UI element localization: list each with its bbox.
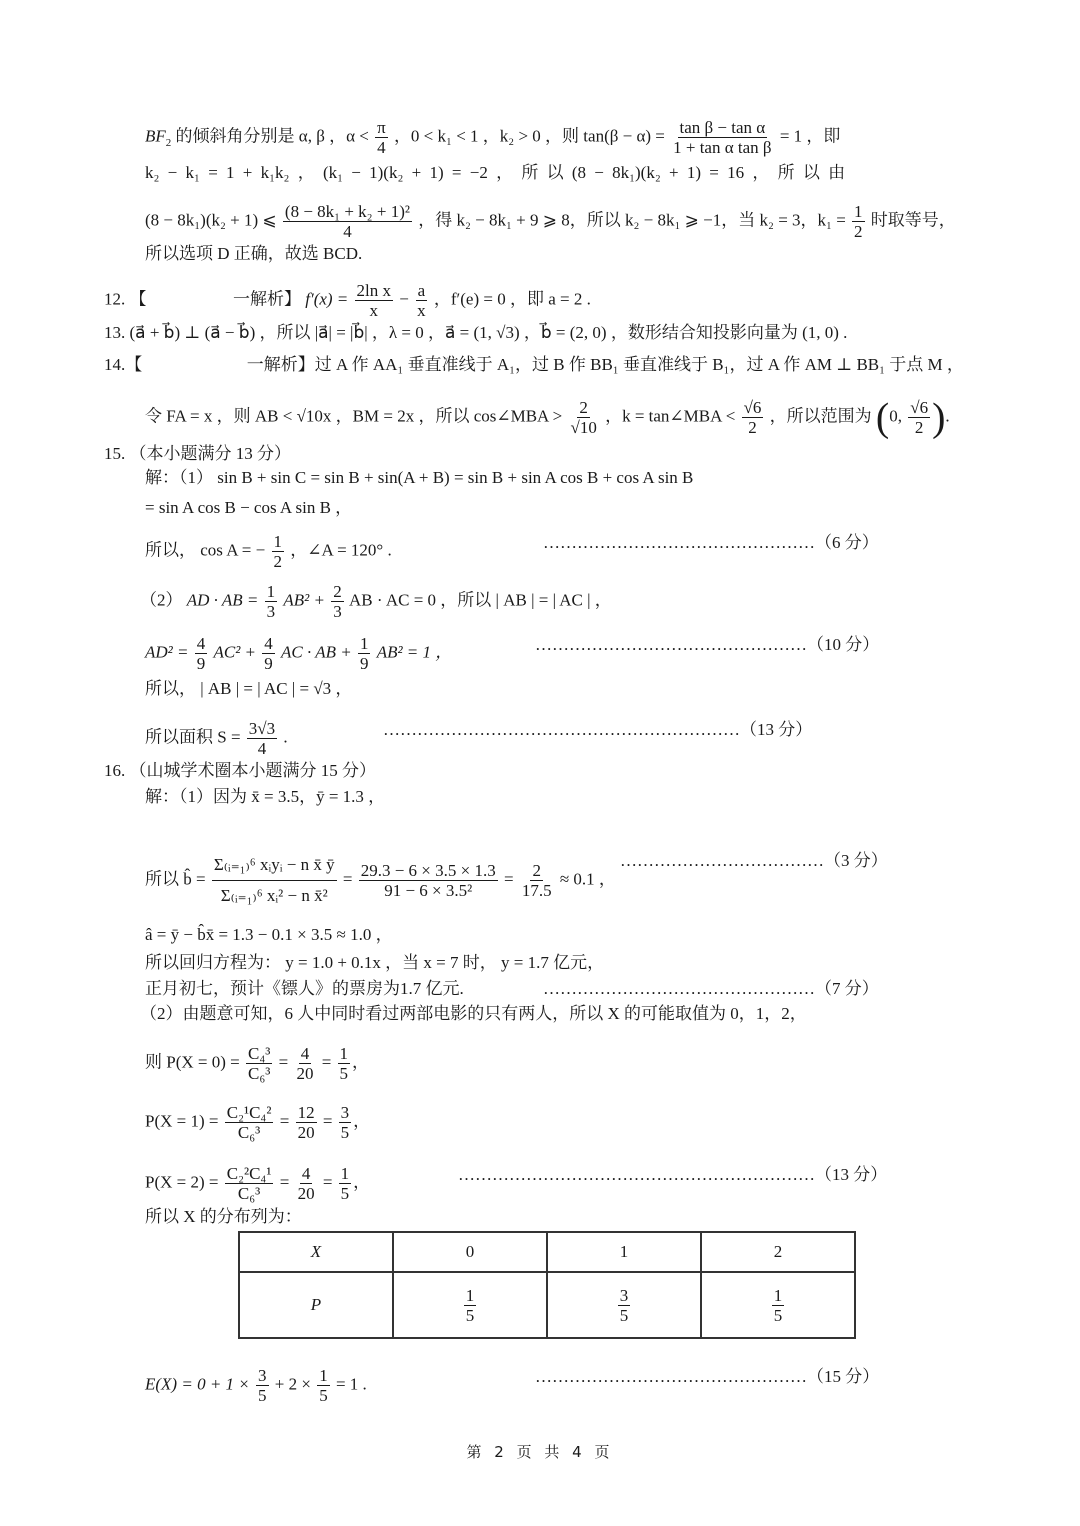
fraction-tan [671, 118, 773, 157]
frac-num: 1 [340, 1164, 350, 1183]
prob-frac [618, 1286, 631, 1325]
table-cell [239, 1232, 393, 1272]
q15-ab-ac: AB · AC = 0 ，所以 | AB | = | AC | ， [349, 590, 612, 610]
q16-score-3 [620, 850, 888, 872]
fraction-2-sqrt10 [568, 398, 598, 437]
q14-text: 过 A 作 AA₁ 垂直准线于 A₁，过 B 作 BB₁ 垂直准线于 B₁，过 A 作 AM ⊥ BB₁ 于点 M ， [314, 355, 964, 374]
comma: ， [353, 1172, 371, 1192]
frac-den: 20 [297, 1184, 315, 1203]
frac-den: 3 [266, 602, 276, 621]
q16-bhat-prefix: 所以 b̂ = [145, 869, 206, 889]
frac-den: 2 [748, 418, 757, 437]
frac-num: 4 [301, 1164, 311, 1183]
frac-num: 2 [333, 582, 342, 601]
q14-end: . [945, 406, 950, 426]
fraction-pi-4 [375, 118, 388, 157]
fraction-12-20 [296, 1103, 317, 1142]
frac-den: C₆³ [237, 1123, 261, 1142]
frac-den: 5 [319, 1386, 328, 1405]
leader-dots: ………………………………………… [543, 979, 815, 998]
frac-num: 1 [266, 582, 276, 601]
q14-line-2 [145, 394, 950, 440]
q15-p1-line-2: = sin A cos B − cos A sin B ， [145, 498, 353, 517]
frac-num: 1 [854, 202, 863, 221]
q12-line [104, 281, 591, 320]
q14-l2-b: ，k = tan∠MBA < [605, 406, 736, 426]
q16-px1-prefix: P(X = 1) = [145, 1111, 219, 1131]
fraction-1-2 [272, 532, 285, 571]
q16-ahat-line: â = ȳ − b̂x̄ = 1.3 − 0.1 × 3.5 ≈ 1.0 ， [145, 925, 393, 944]
frac-num: 12 [297, 1103, 315, 1122]
q11-line-1 [145, 118, 840, 157]
q16-score-7 [543, 978, 879, 1000]
q14-line-1 [104, 354, 964, 376]
q15-ab2-end: AB² = 1 ， [376, 642, 453, 662]
frac-num: √6 [743, 398, 762, 417]
frac-num: 1 [339, 1044, 349, 1063]
q12-bracket: 【 [129, 289, 147, 309]
frac-num: Σ₍ᵢ₌₁₎⁶ xᵢyᵢ − n x̄ ȳ [212, 850, 337, 881]
q14-range-left: 0, [889, 406, 902, 426]
frac-num: 1 [359, 634, 369, 653]
frac-num: 29.3 − 6 × 3.5 × 1.3 [360, 861, 496, 880]
frac-num: π [377, 118, 386, 137]
frac-num: 3 [340, 1103, 350, 1122]
table-cell [701, 1272, 855, 1338]
frac-num: 1 [319, 1366, 328, 1385]
frac-num: 3 [619, 1285, 629, 1305]
frac-den: Σ₍ᵢ₌₁₎⁶ xᵢ² − n x̄² [220, 886, 328, 905]
leader-dots: ……………………………………………………… [458, 1165, 815, 1184]
fraction-c43-c63 [246, 1044, 272, 1083]
frac-num: 3√3 [248, 719, 276, 738]
frac-den: 2 [273, 552, 282, 571]
frac-den: 5 [339, 1064, 349, 1083]
equals: = [278, 1052, 289, 1072]
score-label: （6 分） [815, 533, 879, 552]
q16-px2-prefix: P(X = 2) = [145, 1172, 219, 1192]
cell-0: 0 [465, 1242, 475, 1261]
table-row-header [239, 1232, 855, 1272]
frac-den: C₆³ [247, 1064, 271, 1083]
q11-bf: BF [145, 126, 166, 146]
fraction-4-20 [294, 1044, 315, 1083]
fraction-half [852, 202, 865, 241]
fraction-3-5-ex [256, 1366, 269, 1405]
frac-num: 1 [273, 532, 282, 551]
q15-ab2: AB² + [283, 590, 325, 610]
frac-den: 5 [340, 1184, 350, 1203]
equals: = [322, 1172, 333, 1192]
leader-dots: ………………………………………… [535, 635, 807, 654]
q15-header [104, 443, 291, 465]
fraction-numeric [359, 861, 498, 900]
frac-den: 4 [257, 739, 267, 758]
q15-score-6 [543, 532, 879, 554]
fraction-4-9b [262, 634, 275, 673]
q15-p1-line-1: 解：（1） sin B + sin C = sin B + sin(A + B) = sin B + sin A cos B + cos A sin B [145, 468, 694, 487]
prob-frac [464, 1286, 477, 1325]
q11-line-2: k₂ − k₁ = 1 + k₁k₂ ， (k₁ − 1)(k₂ + 1) = −2 ， 所 以 (8 − 8k₁)(k₂ + 1) = 16 ， 所 以 由 [145, 163, 846, 182]
frac-num: C₄³ [247, 1044, 271, 1063]
frac-num: 4 [300, 1044, 310, 1063]
fraction-1-9 [358, 634, 371, 673]
frac-den: 3 [333, 602, 342, 621]
q11-text: 的倾斜角分别是 α, β ，α < [175, 126, 369, 146]
q16-p1-line-1: 解：（1）因为 x̄ = 3.5，ȳ = 1.3 ， [145, 787, 386, 806]
frac-den: 5 [258, 1386, 267, 1405]
q15-p2-line-2 [145, 634, 452, 673]
fraction-3-5 [339, 1103, 352, 1142]
fraction-c21c42-c63 [225, 1103, 274, 1142]
q12-f-prime: f′(x) = [305, 289, 349, 309]
q15-score-13 [383, 719, 812, 741]
q16-header-text: （山城学术圈本小题满分 15 分） [129, 761, 376, 780]
q16-p2-line-1: （2）由题意可知，6 人中同时看过两部电影的只有两人，所以 X 的可能取值为 0，1，2， [140, 1004, 807, 1023]
fraction-square [283, 202, 412, 241]
q14-l2-c: ，所以范围为 [769, 406, 872, 426]
frac-num: tan β − tan α [679, 118, 766, 137]
q11-bf-sub: 2 [165, 136, 172, 149]
comma: ， [353, 1111, 371, 1131]
equals: = [279, 1111, 290, 1131]
leader-dots: ……………………………… [620, 851, 824, 870]
score-label: （7 分） [815, 979, 879, 998]
q15-area: 所以面积 S = [145, 727, 241, 747]
q11-line-3 [145, 202, 956, 241]
frac-num: 2 [579, 398, 588, 417]
q15-score-10 [535, 634, 879, 656]
frac-den: 20 [296, 1064, 314, 1083]
frac-num: 3 [258, 1366, 267, 1385]
frac-den: 9 [264, 654, 273, 673]
frac-den: 5 [340, 1123, 350, 1142]
frac-den: C₆³ [237, 1184, 261, 1203]
q16-regression-line: 所以回归方程为： y = 1.0 + 0.1x ，当 x = 7 时， y = 1.7 亿元， [145, 953, 605, 972]
fraction-sqrt6-2 [742, 398, 764, 437]
fraction-2-17-5 [520, 861, 554, 900]
cell-2: 2 [773, 1242, 783, 1261]
table-cell [393, 1272, 547, 1338]
q16-number: 16. [104, 761, 126, 780]
left-paren: ( [875, 394, 890, 440]
q15-p2-line-1 [140, 582, 612, 621]
q12-label: 一解析】 [233, 289, 301, 309]
q13-number: 13. [104, 323, 126, 342]
q16-px0-line [145, 1044, 369, 1083]
q15-number: 15. [104, 444, 126, 463]
leader-dots: ………………………………………… [535, 1367, 807, 1386]
leader-dots: ………………………………………… [543, 533, 815, 552]
equals: = [321, 1052, 332, 1072]
score-label: （15 分） [807, 1367, 880, 1386]
table-cell [547, 1232, 701, 1272]
q15-header-text: （本小题满分 13 分） [129, 444, 291, 463]
fraction-1-5-ex [317, 1366, 330, 1405]
right-paren: ) [932, 394, 946, 440]
fraction-1-3 [265, 582, 278, 621]
score-label: （13 分） [815, 1165, 888, 1184]
q15-part2-label: （2） [140, 590, 183, 610]
q12-minus: − [399, 289, 409, 309]
q16-ex-a: E(X) = 0 + 1 × [145, 1374, 250, 1394]
fraction-3sqrt3-4 [247, 719, 277, 758]
frac-den: 5 [465, 1305, 475, 1325]
q16-forecast-line: 正月初七，预计《镖人》的票房为1.7 亿元. [145, 979, 464, 998]
cell-1: 1 [619, 1242, 629, 1261]
frac-den: 9 [359, 654, 369, 673]
q11-line-4: 所以选项 D 正确，故选 BCD. [145, 244, 363, 263]
q15-ad-ab: AD · AB = [186, 590, 259, 610]
q14-label: 一解析】 [246, 355, 315, 374]
q15-p1-line-3 [145, 532, 392, 571]
distribution-table [238, 1231, 856, 1339]
q15-period: . [283, 727, 288, 747]
frac-den: 2 [854, 222, 863, 241]
q16-px0-prefix: 则 P(X = 0) = [145, 1052, 240, 1072]
frac-den: √10 [570, 418, 597, 437]
frac-num: 1 [465, 1285, 475, 1305]
frac-num: 4 [196, 634, 206, 653]
frac-num: 1 [773, 1285, 783, 1305]
frac-den: 4 [377, 138, 386, 157]
q14-bracket: 【 [125, 355, 143, 374]
fraction-2-3 [331, 582, 344, 621]
fraction-4-9 [195, 634, 208, 673]
q16-expectation-line [145, 1366, 367, 1405]
frac-den: 5 [619, 1305, 629, 1325]
q16-header [104, 760, 376, 782]
q16-bhat-end: ≈ 0.1 ， [559, 869, 616, 889]
score-label: （3 分） [824, 851, 888, 870]
q14-l2-a: 令 FA = x ，则 AB < √10x ，BM = 2x ，所以 cos∠MBA > [145, 406, 563, 426]
fraction-sum [212, 850, 337, 911]
q12-number: 12. [104, 289, 126, 309]
frac-den: x [417, 301, 426, 320]
q11-end: = 1 ，即 [779, 126, 841, 146]
frac-den: 20 [297, 1123, 315, 1142]
q16-px1-line [145, 1103, 370, 1142]
fraction-range [908, 398, 930, 437]
frac-num: a [417, 281, 426, 300]
fraction-1-5b [339, 1164, 352, 1203]
q11-mid: ，0 < k₁ < 1 ，k₂ > 0 ，则 tan(β − α) = [393, 126, 665, 146]
q16-score-15 [535, 1366, 879, 1388]
equals: = [322, 1111, 333, 1131]
q16-ex-c: = 1 . [335, 1374, 367, 1394]
page-footer: 第 2 页 共 4 页 [466, 1443, 614, 1461]
frac-den: 4 [343, 222, 352, 241]
q15-angle: ，∠A = 120° . [290, 540, 392, 560]
frac-num: (8 − 8k₁ + k₂ + 1)² [284, 202, 410, 221]
q16-px2-line [145, 1164, 370, 1203]
fraction-1-5 [338, 1044, 351, 1083]
table-cell [701, 1232, 855, 1272]
frac-num: 4 [264, 634, 273, 653]
cell-x: X [310, 1242, 322, 1261]
table-row-prob [239, 1272, 855, 1338]
comma: ， [352, 1052, 370, 1072]
q11-l3-end: 时取等号， [870, 210, 956, 230]
frac-den: 2 [914, 418, 924, 437]
cell-p: P [310, 1295, 322, 1314]
frac-num: 2ln x [356, 281, 392, 300]
leader-dots: ……………………………………………………… [383, 720, 740, 739]
frac-num: √6 [910, 398, 929, 417]
fraction-a-x [415, 281, 428, 320]
frac-den: 5 [773, 1305, 783, 1325]
prob-frac [772, 1286, 785, 1325]
fraction-4-20b [296, 1164, 317, 1203]
frac-den: x [369, 301, 379, 320]
frac-num: C₂²C₄¹ [226, 1164, 272, 1183]
frac-num: C₂¹C₄² [226, 1103, 272, 1122]
frac-num: 2 [532, 861, 541, 880]
q13-text: (a⃗ + b⃗) ⊥ (a⃗ − b⃗) ，所以 |a⃗| = |b⃗| ，λ = 0 ，a⃗ = (1, √3) ，b⃗ = (2, 0) ，数形结合知投影向量为 (1, 0) . [129, 323, 848, 342]
q15-ac2: AC² + [213, 642, 257, 662]
q13-line [104, 322, 847, 344]
frac-den: 9 [196, 654, 206, 673]
q11-l3-mid: ，得 k₂ − 8k₁ + 9 ⩾ 8，所以 k₂ − 8k₁ ⩾ −1，当 k₂ = 3，k₁ = [418, 210, 846, 230]
q16-ex-b: + 2 × [274, 1374, 311, 1394]
q15-p2-line-3: 所以， | AB | = | AC | = √3 ， [145, 679, 353, 698]
frac-den: 1 + tan α tan β [673, 138, 772, 157]
frac-den: 91 − 6 × 3.5² [384, 881, 473, 900]
score-label: （10 分） [807, 635, 880, 654]
q15-p2-line-4 [145, 719, 288, 758]
fraction-2lnx-x [355, 281, 393, 320]
fraction-c22c41-c63 [225, 1164, 274, 1203]
q15-cos-a: 所以， cos A = − [145, 540, 266, 560]
q16-dist-caption: 所以 X 的分布列为： [145, 1207, 302, 1226]
q11-l3-prefix: (8 − 8k₁)(k₂ + 1) ⩽ [145, 210, 277, 230]
q14-number: 14. [104, 355, 126, 374]
score-label: （13 分） [740, 720, 813, 739]
equals: = [279, 1172, 290, 1192]
q12-text: ，f′(e) = 0 ，即 a = 2 . [433, 289, 591, 309]
frac-den: 17.5 [521, 881, 552, 900]
q15-ac-ab: AC · AB + [281, 642, 352, 662]
q16-bhat-line: 所以 b̂ = $\frac{\text{Σ₍ᵢ₌₁₎⁶ xᵢyᵢ − n x̄ ȳ}}{\text{Σ₍ᵢ₌₁₎⁶ xᵢ² − n x̄²}}$ = $\frac{29.3 - 6 \times 3.5 \times 1.3}{\text{91 − 6 × 3.5²}}$ = $\frac{2}{17.5}$ ≈ 0.1 ， [145, 850, 616, 911]
q15-ad2: AD² = [145, 642, 189, 662]
q16-score-13 [458, 1164, 887, 1186]
table-cell [547, 1272, 701, 1338]
table-cell [393, 1232, 547, 1272]
table-cell [239, 1272, 393, 1338]
